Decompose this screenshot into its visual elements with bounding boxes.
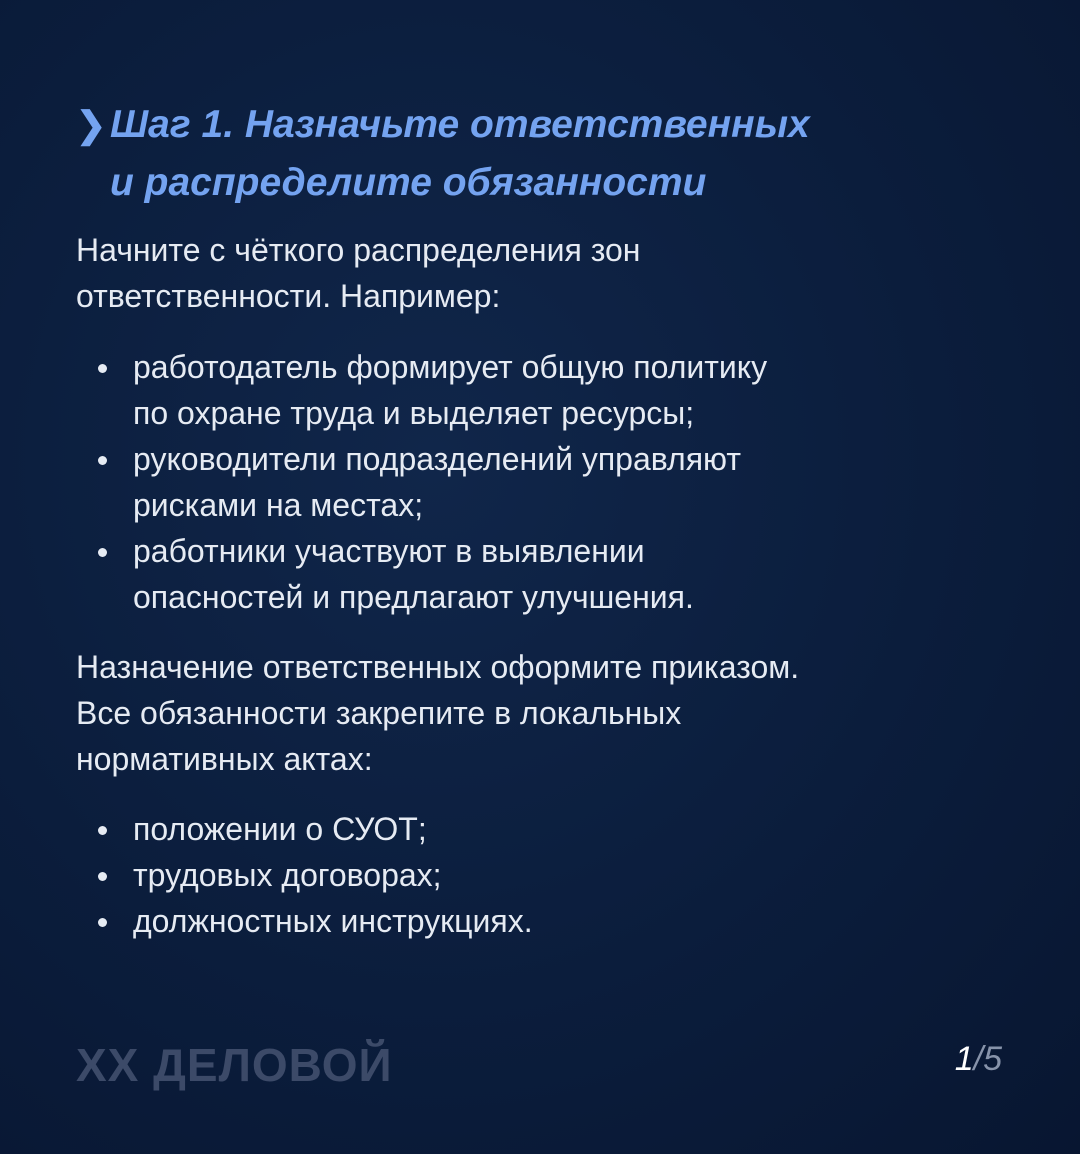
- text-line: опасностей и предлагают улучшения.: [133, 579, 694, 615]
- brand-logo: XX ДЕЛОВОЙ: [76, 1039, 393, 1091]
- list-item: [76, 852, 533, 898]
- documents-list: [76, 806, 533, 944]
- text-line: ответственности. Например:: [76, 278, 501, 314]
- page-total: /5: [973, 1040, 1002, 1078]
- text-line: Назначение ответственных оформите приказом.: [76, 649, 800, 685]
- list-item: [76, 806, 533, 852]
- text-line: работодатель формирует общую политику: [133, 349, 768, 385]
- text-line: рисками на местах;: [133, 487, 424, 523]
- list-item: [76, 436, 767, 528]
- text-line: Начните с чёткого распределения зон: [76, 232, 641, 268]
- list-item: [76, 528, 767, 620]
- bullet-icon: [98, 548, 107, 557]
- title-line: и распределите обязанности: [110, 161, 707, 204]
- page-indicator: [955, 1040, 1002, 1079]
- text-line: руководители подразделений управляют: [133, 441, 741, 477]
- step-title: [76, 96, 810, 212]
- bullet-icon: [98, 872, 107, 881]
- text-line: по охране труда и выделяет ресурсы;: [133, 395, 695, 431]
- text-line: работники участвуют в выявлении: [133, 533, 645, 569]
- bullet-icon: [98, 918, 107, 927]
- bullet-icon: [98, 456, 107, 465]
- responsibilities-list: [76, 344, 767, 620]
- page-current: 1: [954, 1040, 974, 1078]
- bullet-icon: [98, 364, 107, 373]
- title-line: Шаг 1. Назначьте ответственных: [110, 103, 810, 146]
- intro-paragraph: [76, 227, 640, 319]
- chevron-right-icon: ❯: [76, 104, 107, 145]
- text-line: трудовых договорах;: [133, 857, 442, 893]
- documents-paragraph: [76, 644, 799, 782]
- text-line: нормативных актах:: [76, 741, 373, 777]
- text-line: положении о СУОТ;: [133, 811, 427, 847]
- text-line: должностных инструкциях.: [133, 903, 533, 939]
- bullet-icon: [98, 826, 107, 835]
- list-item: [76, 898, 533, 944]
- text-line: Все обязанности закрепите в локальных: [76, 695, 682, 731]
- list-item: [76, 344, 767, 436]
